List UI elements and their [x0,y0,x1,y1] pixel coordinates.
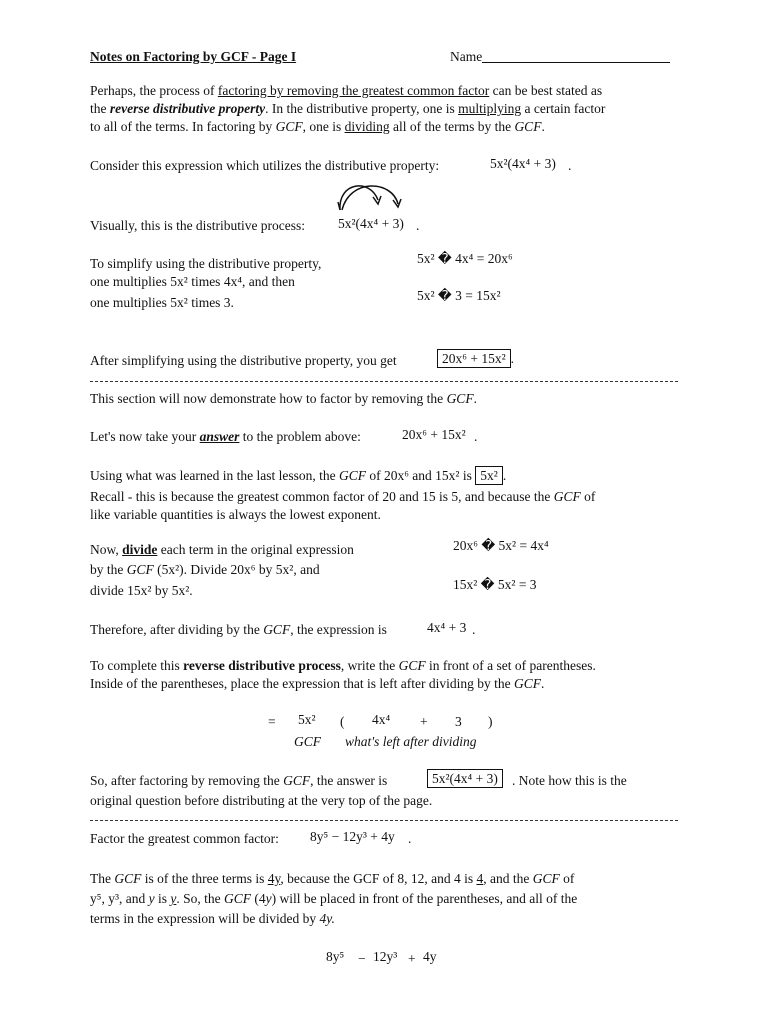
take-answer-line: Let's now take your answer to the problem above: [90,429,361,444]
name-label: Name [450,49,483,64]
recall-line-2: like variable quantities is always the lowest exponent. [90,507,381,522]
intro-line-1: Perhaps, the process of factoring by removing the greatest common factor can be best stated as [90,83,603,98]
complete-line-1: To complete this reverse distributive process, write the GCF in front of a set of parentheses. [90,658,596,673]
gcf-explain-line-3: terms in the expression will be divided by 4y. [90,911,335,926]
divide-line-1: Now, divide each term in the original expression [90,542,354,557]
layout-open-paren: ( [340,714,345,729]
final-term-2: 12y³ [373,949,398,964]
simplify-equation-1: 5x² � 4x⁴ = 20x⁶ [417,251,513,266]
section2-intro: This section will now demonstrate how to factor by removing the GCF. [90,391,477,406]
distribution-arrows-icon [330,180,410,216]
title-text: Notes on Factoring by GCF - Page I [90,49,297,64]
factor-expression: 8y⁵ − 12y³ + 4y [310,829,395,844]
layout-equals: = [268,714,276,729]
layout-plus: + [420,714,428,729]
layout-term-1: 4x⁴ [372,712,391,727]
final-term-1: 8y⁵ [326,949,345,964]
divide-line-3: divide 15x² by 5x². [90,583,193,598]
divide-equation-1: 20x⁶ � 5x² = 4x⁴ [453,538,549,553]
so-line-1-end: . Note how this is the [512,773,627,788]
recall-line-1: Recall - this is because the greatest common factor of 20 and 15 is 5, and because the GCF of [90,489,596,504]
divide-equation-2: 15x² � 5x² = 3 [453,577,537,592]
simplify-line-2: one multiplies 5x² times 4x⁴, and then [90,274,295,289]
section-divider-1 [90,381,678,382]
layout-close-paren: ) [488,714,493,729]
gcf-explain-line-1: The GCF is of the three terms is 4y, because the GCF of 8, 12, and 4 is 4, and the GCF of [90,871,575,886]
take-answer-expression: 20x⁶ + 15x² [402,427,466,442]
factor-line: Factor the greatest common factor: [90,831,279,846]
final-op-2: + [408,951,416,966]
so-line-2: original question before distributing at the very top of the page. [90,793,433,808]
layout-term-2: 3 [455,714,462,729]
therefore-expression: 4x⁴ + 3 [427,620,467,635]
simplify-line-1: To simplify using the distributive property, [90,256,322,271]
section-divider-2 [90,820,678,821]
name-field[interactable] [450,48,670,66]
so-line-1: So, after factoring by removing the GCF, the answer is [90,773,388,788]
simplify-line-3: one multiplies 5x² times 3. [90,295,234,310]
visual-expression: 5x²(4x⁴ + 3) [338,216,404,231]
learned-line: Using what was learned in the last lesson, the GCF of 20x⁶ and 15x² is 5x² . [90,468,507,483]
intro-line-2: the reverse distributive property. In the distributive property, one is multiplying a certain factor [90,101,606,116]
simplify-equation-2: 5x² � 3 = 15x² [417,288,501,303]
name-blank[interactable] [482,50,670,63]
therefore-line: Therefore, after dividing by the GCF, the expression is [90,622,387,637]
visual-line: Visually, this is the distributive process: [90,218,306,233]
label-whats-left: what's left after dividing [345,734,477,749]
consider-line: Consider this expression which utilizes the distributive property: [90,158,440,173]
after-line: After simplifying using the distributive property, you get [90,353,397,368]
final-op-1: − [358,951,366,966]
consider-expression: 5x²(4x⁴ + 3) [490,156,556,171]
after-answer-box: 20x⁶ + 15x² [437,349,511,368]
page-title [90,48,296,66]
final-term-3: 4y [423,949,437,964]
layout-gcf-term: 5x² [298,712,316,727]
complete-line-2: Inside of the parentheses, place the expression that is left after dividing by the GCF. [90,676,545,691]
intro-line-3: to all of the terms. In factoring by GCF, one is dividing all of the terms by the GCF. [90,119,545,134]
so-answer-box: 5x²(4x⁴ + 3) [427,769,503,788]
divide-line-2: by the GCF (5x²). Divide 20x⁶ by 5x², and [90,562,320,577]
label-gcf: GCF [294,734,321,749]
gcf-explain-line-2: y⁵, y³, and y is y. So, the GCF (4y) will be placed in front of the parentheses, and all of the [90,891,578,906]
gcf-answer-box: 5x² [475,466,503,485]
